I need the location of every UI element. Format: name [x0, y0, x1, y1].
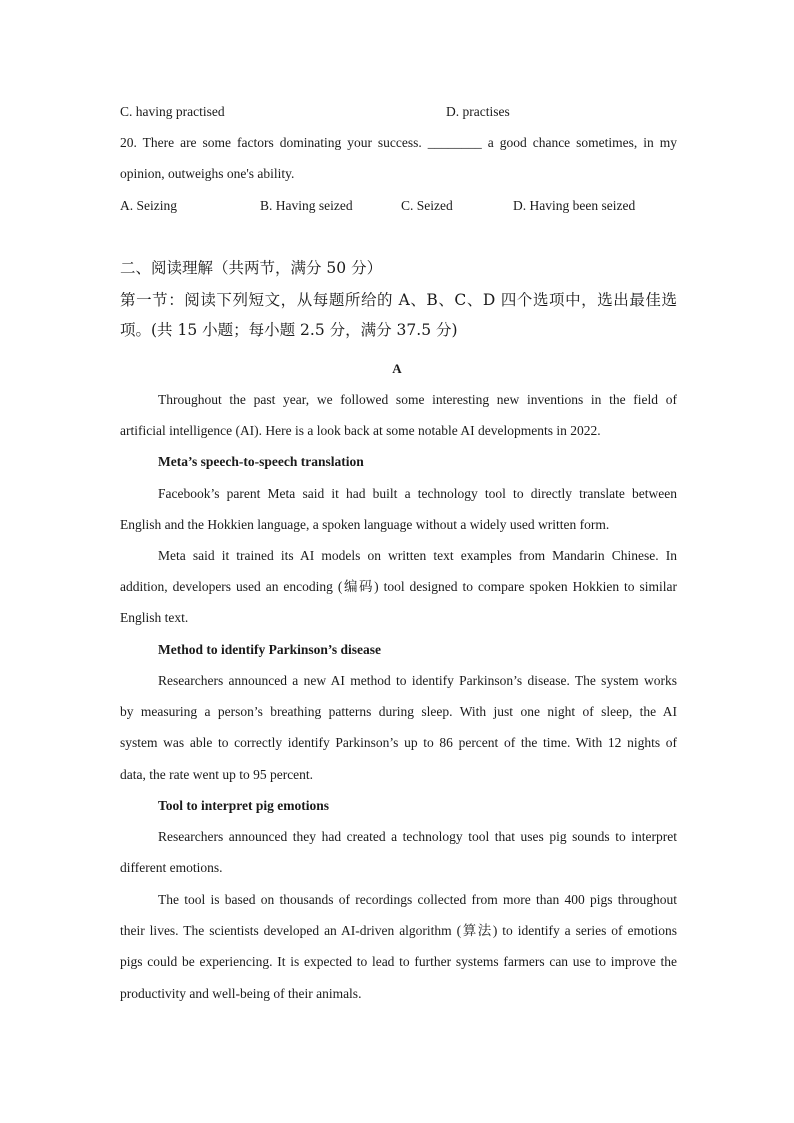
- parkinson-heading: Method to identify Parkinson’s disease: [158, 642, 382, 657]
- meta-heading: Meta’s speech-to-speech translation: [158, 454, 364, 469]
- parkinson-line-2: by measuring a person’s breathing patterns during sleep. With just one night of sleep, the AI: [120, 704, 677, 719]
- meta-p2-line-1: Meta said it trained its AI models on written text examples from Mandarin Chinese. In: [158, 548, 677, 563]
- parkinson-line-4: data, the rate went up to 95 percent.: [120, 767, 314, 782]
- pig-heading: Tool to interpret pig emotions: [158, 798, 329, 813]
- parkinson-line-1: Researchers announced a new AI method to identify Parkinson’s disease. The system works: [158, 673, 677, 688]
- q20-option-a: A. Seizing: [120, 198, 177, 213]
- pig-p1-line-2: different emotions.: [120, 860, 223, 875]
- meta-p2-line-2: addition, developers used an encoding (编码) tool designed to compare spoken Hokkien to similar: [120, 579, 677, 594]
- prev-option-d: D. practises: [446, 104, 510, 119]
- pig-p2-line-3: pigs could be experiencing. It is expected to lead to further systems farmers can use to improve the: [120, 954, 677, 969]
- pig-p2-line-1: The tool is based on thousands of recordings collected from more than 400 pigs throughout: [158, 892, 677, 907]
- question-20-text: 20. There are some factors dominating your success. ________ a good chance sometimes, in my: [120, 135, 677, 150]
- q20-option-b: B. Having seized: [260, 198, 353, 213]
- pig-p2-line-4: productivity and well-being of their animals.: [120, 986, 362, 1001]
- meta-p2-line-3: English text.: [120, 610, 189, 625]
- meta-p1-line-2: English and the Hokkien language, a spoken language without a widely used written form.: [120, 517, 610, 532]
- intro-line-2: artificial intelligence (AI). Here is a look back at some notable AI developments in 2022.: [120, 423, 601, 438]
- prev-option-c: C. having practised: [120, 104, 225, 119]
- q20-option-d: D. Having been seized: [513, 198, 636, 213]
- parkinson-line-3: system was able to correctly identify Parkinson’s up to 86 percent of the time. With 12 nights of: [120, 735, 677, 750]
- section-heading: 二、阅读理解（共两节，满分 50 分）: [120, 259, 383, 277]
- question-20-text-cont: opinion, outweighs one's ability.: [120, 166, 295, 181]
- intro-line-1: Throughout the past year, we followed some interesting new inventions in the field of: [158, 392, 677, 407]
- meta-p1-line-1: Facebook’s parent Meta said it had built a technology tool to directly translate between: [158, 486, 677, 501]
- pig-p2-line-2: their lives. The scientists developed an AI-driven algorithm (算法) to identify a series of emotions: [120, 923, 677, 938]
- passage-label: A: [392, 361, 402, 376]
- section-instruction-cont: 项。(共 15 小题；每小题 2.5 分，满分 37.5 分): [120, 321, 458, 339]
- q20-option-c: C. Seized: [401, 198, 453, 213]
- pig-p1-line-1: Researchers announced they had created a technology tool that uses pig sounds to interpret: [158, 829, 677, 844]
- section-instruction: 第一节：阅读下列短文，从每题所给的 A、B、C、D 四个选项中，选出最佳选: [120, 291, 677, 309]
